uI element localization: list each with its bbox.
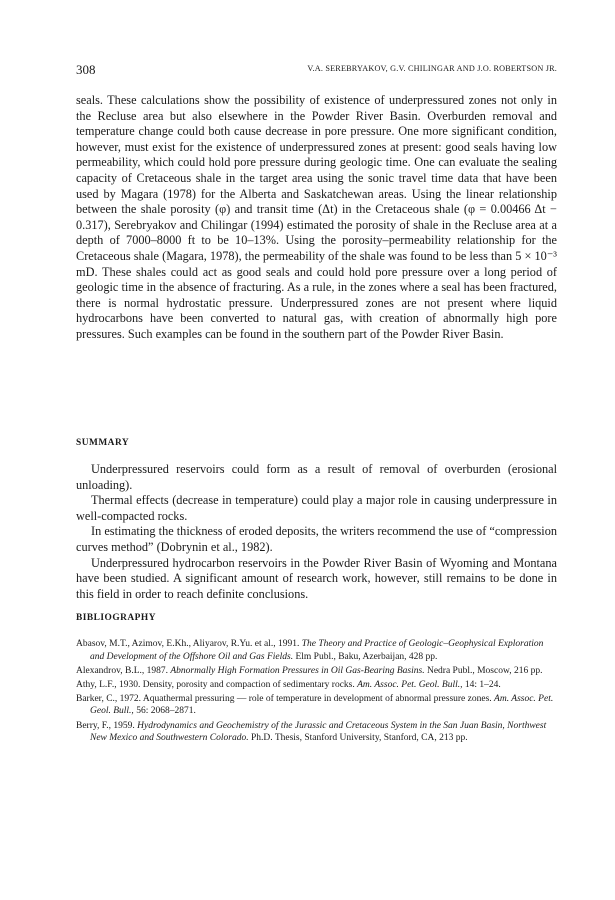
- summary-section: [76, 462, 557, 602]
- entry-title: Am. Assoc. Pet. Geol. Bull.,: [357, 679, 463, 690]
- entry-authors: Athy, L.F., 1930. Density, porosity and compaction of sedimentary rocks.: [76, 679, 358, 690]
- entry-publisher: 14: 1–24.: [462, 679, 501, 690]
- summary-paragraph: In estimating the thickness of eroded deposits, the writers recommend the use of “compression curves method” (Dobrynin et al., 1982).: [76, 524, 557, 554]
- body-paragraph: seals. These calculations show the possibility of existence of underpressured zones not only in the Recluse area but also elsewhere in the Powder River Basin. Overburden removal and temperature change could both cause decrease in pore pressure. One more significant condition, however, must exist for the existence of underpressured zones at present: good seals having low permeability, which could hold pore pressure during geologic time. One can evaluate the sealing capacity of Cretaceous shale in the target area using the sonic travel time data that have been used by Magara (1978) for the Alberta and Saskatchewan areas. Using the linear relationship between the shale porosity (φ) and transit time (Δt) in the Cretaceous shale (φ = 0.00466 Δt − 0.317), Serebryakov and Chilingar (1994) estimated the porosity of shale in the Recluse area at a depth of 7000–8000 ft to be 10–13%. Using the porosity–permeability relationship for the Cretaceous shale (Magara, 1978), the permeability of the shale was found to be less than 5 × 10⁻³ mD. These shales could act as good seals and could hold pore pressure over a long period of geologic time in the absence of fracturing. As a rule, in the zones where a seal has been fractured, there is normal hydrostatic pressure. Underpressured zones are not present where liquid hydrocarbons have been converted to natural gas, with creation of abnormally high pore pressures. Such examples can be found in the southern part of the Powder River Basin.: [76, 93, 557, 341]
- entry-title: The Theory and Practice of Geologic–Geophysical Exploration and Development of the Offshore Oil and Gas Fields.: [90, 639, 544, 662]
- bibliography-entry: [76, 679, 557, 692]
- entry-title: Am. Assoc. Pet. Geol. Bull.,: [90, 693, 554, 717]
- summary-heading: SUMMARY: [76, 438, 130, 448]
- entry-authors: Alexandrov, B.L., 1987.: [76, 665, 171, 676]
- page-header: [76, 62, 557, 78]
- bibliography-entry: [76, 665, 557, 678]
- bibliography-heading: BIBLIOGRAPHY: [76, 613, 156, 623]
- entry-authors: Barker, C., 1972. Aquathermal pressuring — role of temperature in development of abnormal pressure zones.: [76, 693, 495, 704]
- bibliography-entry: [76, 638, 557, 663]
- summary-paragraph: Thermal effects (decrease in temperature) could play a major role in causing underpressure in well-compacted rocks.: [76, 493, 557, 523]
- entry-authors: Abasov, M.T., Azimov, E.Kh., Aliyarov, R.Yu. et al., 1991.: [76, 639, 302, 649]
- bibliography-list: [76, 638, 557, 746]
- entry-publisher: Nedra Publ., Moscow, 216 pp.: [424, 665, 543, 676]
- entry-publisher: Ph.D. Thesis, Stanford University, Stanford, CA, 213 pp.: [248, 733, 468, 744]
- entry-publisher: Elm Publ., Baku, Azerbaijan, 428 pp.: [293, 651, 438, 662]
- running-head: V.A. SEREBRYAKOV, G.V. CHILINGAR AND J.O. ROBERTSON JR.: [307, 64, 557, 73]
- summary-paragraph: Underpressured reservoirs could form as a result of removal of overburden (erosional unloading).: [76, 462, 557, 492]
- summary-paragraph: Underpressured hydrocarbon reservoirs in the Powder River Basin of Wyoming and Montana have been studied. A significant amount of research work, however, still remains to be done in this field in order to reach definite conclusions.: [76, 555, 557, 601]
- entry-title: Hydrodynamics and Geochemistry of the Jurassic and Cretaceous System in the San Juan Basin, Northwest New Mexico and Southwestern Colorado.: [90, 720, 547, 744]
- entry-publisher: 56: 2068–2871.: [133, 706, 196, 717]
- bibliography-entry: [76, 693, 557, 718]
- entry-title: Abnormally High Formation Pressures in Oil Gas-Bearing Basins.: [170, 665, 425, 676]
- page-number: 308: [76, 62, 96, 77]
- entry-authors: Berry, F., 1959.: [76, 720, 138, 731]
- bibliography-entry: [76, 720, 557, 745]
